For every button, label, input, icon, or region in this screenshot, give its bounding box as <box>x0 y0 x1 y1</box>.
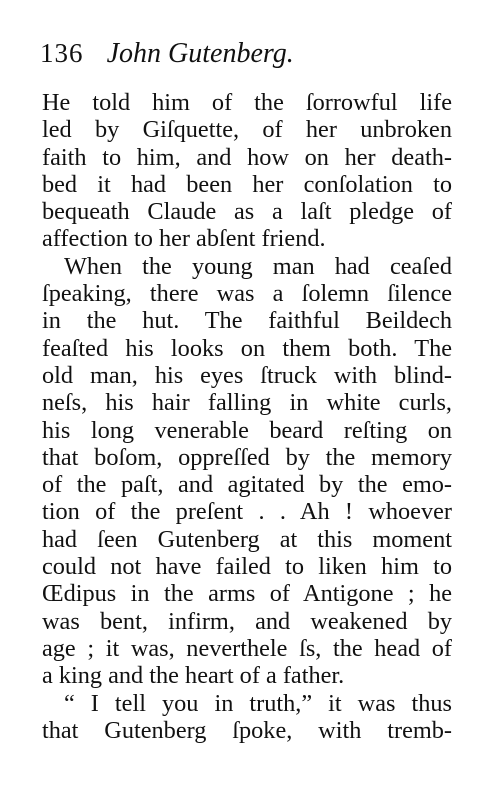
text-line: of the paſt, and agitated by the emo- <box>42 471 452 499</box>
text-line: old man, his eyes ſtruck with blind- <box>42 361 452 389</box>
text-line: “ I tell you in truth,” it was thus <box>64 689 452 717</box>
text-line: had ſeen Gutenberg at this moment <box>42 525 452 553</box>
text-line: could not have failed to liken him to <box>42 553 452 581</box>
page-header <box>40 38 294 78</box>
text-line: in the hut. The faithful Beildech <box>42 307 452 335</box>
text-line: that Gutenberg ſpoke, with tremb- <box>42 716 452 744</box>
text-line: that boſom, oppreſſed by the memory <box>42 443 452 471</box>
text-line: his long venerable beard reſting on <box>42 416 452 444</box>
text-line: faith to him, and how on her death- <box>42 143 452 171</box>
text-line: age ; it was, neverthele ſs, the head of <box>42 634 452 662</box>
text-line: Œdipus in the arms of Antigone ; he <box>42 580 452 608</box>
text-line: bequeath Claude as a laſt pledge of <box>42 198 452 226</box>
text-line: was bent, infirm, and weakened by <box>42 607 452 635</box>
text-line: led by Giſquette, of her unbroken <box>42 116 452 144</box>
text-line: tion of the preſent . . Ah ! whoever <box>42 498 452 526</box>
body-text <box>42 89 452 744</box>
text-line: neſs, his hair falling in white curls, <box>42 389 452 417</box>
text-line: feaſted his looks on them both. The <box>42 334 452 362</box>
page-number: 136 <box>40 38 84 68</box>
text-line: bed it had been her conſolation to <box>42 170 452 198</box>
text-line: ſpeaking, there was a ſolemn ſilence <box>42 280 452 308</box>
text-line: a king and the heart of a father. <box>42 662 345 690</box>
text-line: When the young man had ceaſed <box>64 252 452 280</box>
text-line: affection to her abſent friend. <box>42 225 326 253</box>
text-line: He told him of the ſorrowful life <box>42 89 452 116</box>
running-head: John Gutenberg. <box>106 38 294 69</box>
